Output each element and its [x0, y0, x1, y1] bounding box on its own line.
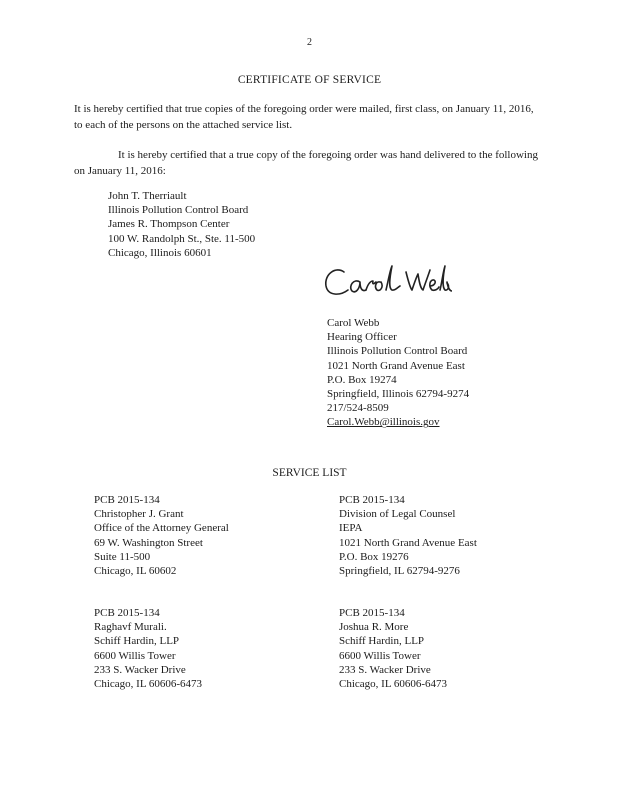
case-number: PCB 2015-134: [94, 494, 160, 506]
recipient-street: 69 W. Washington Street: [94, 536, 203, 549]
recipient-city: Springfield, IL 62794-9276: [339, 565, 460, 578]
recipient-org: Schiff Hardin, LLP: [339, 635, 425, 648]
recipient-name: Christopher J. Grant: [94, 508, 184, 521]
recipient-street: 233 S. Wacker Drive: [94, 663, 186, 676]
recipient-street: 1021 North Grand Avenue East: [339, 536, 477, 549]
hand-delivery-address: [108, 189, 255, 260]
service-entry-grant: [94, 493, 229, 578]
address-line: James R. Thompson Center: [108, 218, 230, 231]
service-entry-more: [339, 606, 447, 691]
address-line: Chicago, Illinois 60601: [108, 246, 212, 259]
recipient-city: Chicago, IL 60606-6473: [94, 678, 203, 691]
service-list-title: SERVICE LIST: [272, 467, 347, 479]
case-number: PCB 2015-134: [339, 607, 405, 619]
officer-name: Carol Webb: [327, 317, 380, 329]
handwritten-signature: [322, 260, 452, 302]
officer-title: Hearing Officer: [327, 331, 397, 344]
recipient-name: Division of Legal Counsel: [339, 508, 456, 521]
recipient-org: Office of the Attorney General: [94, 522, 229, 535]
officer-po-box: P.O. Box 19274: [327, 373, 397, 386]
page-number: 2: [307, 37, 312, 48]
recipient-building: 6600 Willis Tower: [94, 649, 176, 662]
recipient-org: IEPA: [339, 522, 363, 535]
recipient-street: 233 S. Wacker Drive: [339, 663, 431, 676]
recipient-suite: Suite 11-500: [94, 550, 151, 563]
recipient-po-box: P.O. Box 19276: [339, 550, 409, 563]
certificate-title: CERTIFICATE OF SERVICE: [237, 74, 382, 86]
hand-delivery-certification: It is hereby certified that a true copy of the foregoing order was hand delivered to the following on January 11, 2016:: [74, 149, 538, 177]
service-entry-murali: [94, 606, 202, 691]
officer-phone: 217/524-8509: [327, 402, 389, 415]
recipient-name: Joshua R. More: [339, 621, 409, 634]
address-line: 100 W. Randolph St., Ste. 11-500: [108, 232, 256, 245]
recipient-org: Schiff Hardin, LLP: [94, 635, 180, 648]
officer-city: Springfield, Illinois 62794-9274: [327, 388, 470, 401]
address-line: John T. Therriault: [108, 190, 187, 202]
service-entry-iepa: [339, 493, 477, 578]
address-line: Illinois Pollution Control Board: [108, 204, 249, 217]
officer-email-link[interactable]: Carol.Webb@illinois.gov: [327, 416, 440, 429]
recipient-city: Chicago, IL 60602: [94, 565, 177, 578]
mailing-certification: It is hereby certified that true copies of the foregoing order were mailed, first class, on January 11, 2016, to each of the persons on the attached service list.: [74, 103, 534, 131]
case-number: PCB 2015-134: [339, 494, 405, 506]
hearing-officer-block: [327, 316, 469, 430]
officer-street: 1021 North Grand Avenue East: [327, 359, 465, 372]
recipient-building: 6600 Willis Tower: [339, 649, 421, 662]
officer-agency: Illinois Pollution Control Board: [327, 345, 468, 358]
recipient-name: Raghavf Murali.: [94, 621, 167, 634]
case-number: PCB 2015-134: [94, 607, 160, 619]
recipient-city: Chicago, IL 60606-6473: [339, 678, 448, 691]
